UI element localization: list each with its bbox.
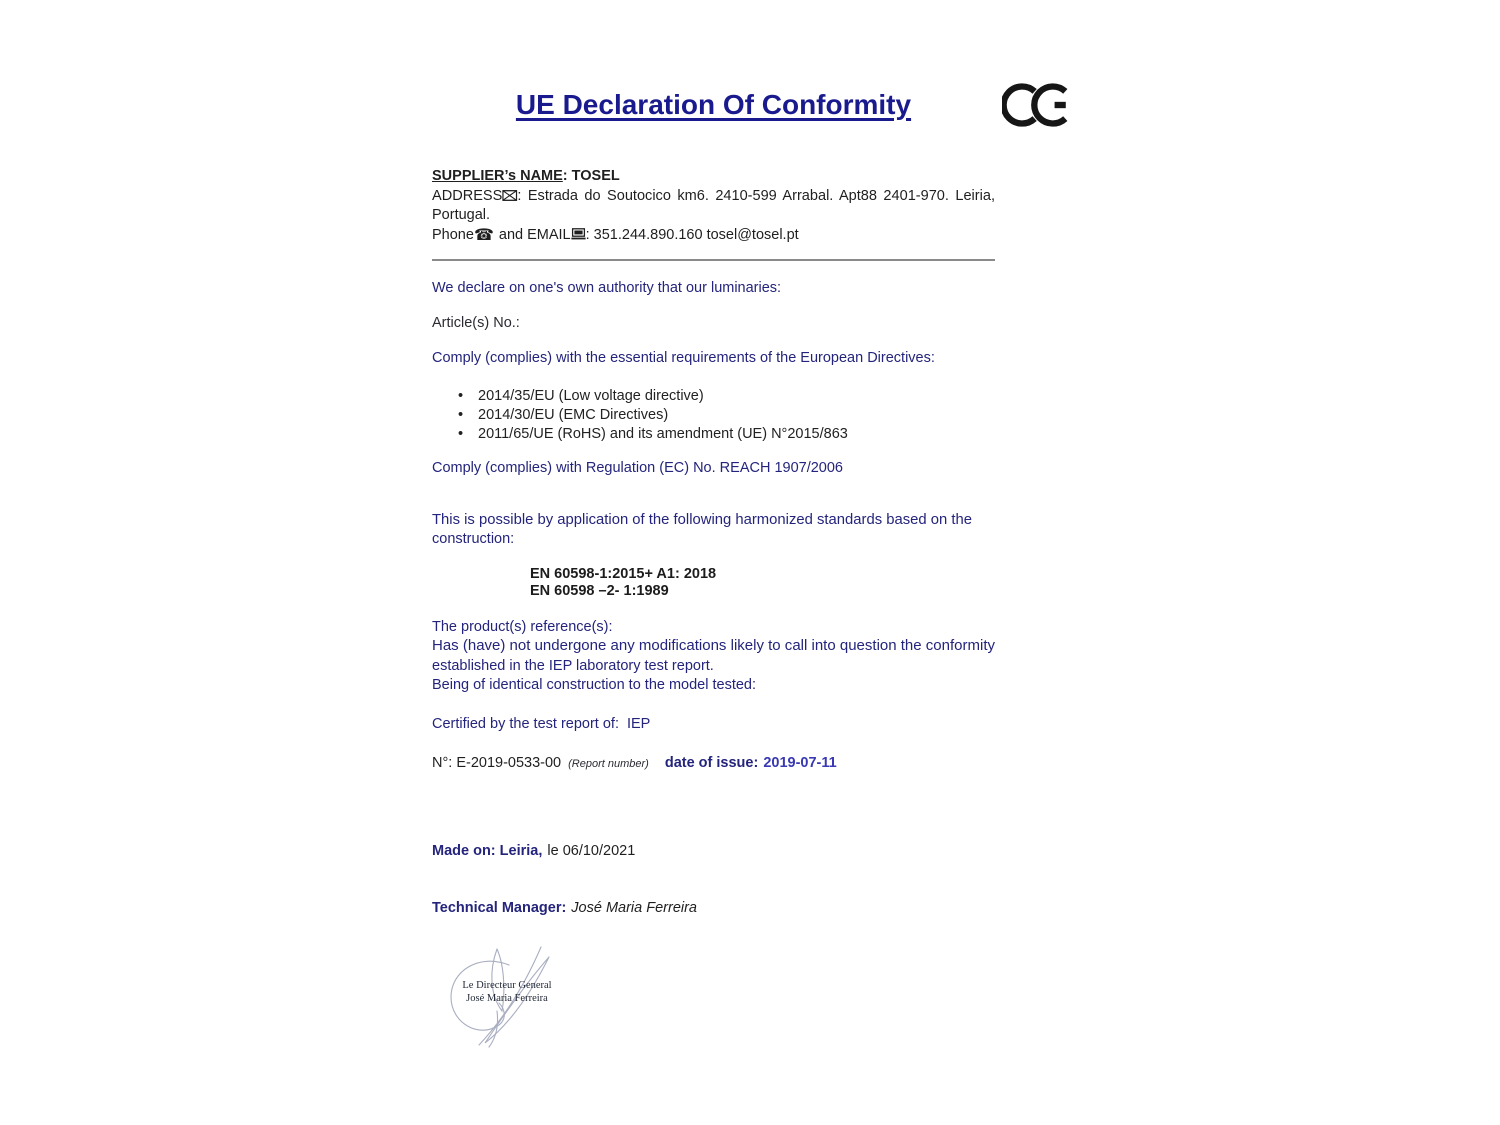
report-number: N°: E-2019-0533-00 (432, 755, 562, 772)
identical-construction: Being of identical construction to the model tested: (432, 677, 757, 694)
standards-list (432, 566, 995, 601)
issue-date: 2019-07-11 (763, 755, 837, 772)
comply-reach: Comply (complies) with Regulation (EC) No. REACH 1907/2006 (432, 460, 843, 477)
manager-name: José Maria Ferreira (571, 900, 697, 917)
supplier-name-line (432, 167, 995, 187)
phone-label: Phone (432, 226, 474, 243)
supplier-name-label: SUPPLIER’s NAME (432, 168, 563, 184)
supplier-contact-line (432, 226, 995, 246)
standard-item: EN 60598 –2- 1:1989 (530, 583, 669, 600)
modifications-line: Has (have) not undergone any modifications likely to call into question the conformity (432, 638, 995, 655)
phone-icon: ☎ (473, 226, 494, 244)
declaration-intro: We declare on one's own authority that our luminaries: (432, 280, 782, 296)
directive-item: • 2011/65/UE (RoHS) and its amendment (UE) N°2015/863 (432, 425, 995, 444)
standard-item: EN 60598-1:2015+ A1: 2018 (530, 565, 717, 582)
articles-no: Article(s) No.: (432, 314, 520, 331)
signature-name: José Maria Ferreira (466, 992, 548, 1004)
comply-directives: Comply (complies) with the essential requirements of the European Directives: (432, 350, 935, 366)
certified-line: Certified by the test report of: IEP (432, 715, 651, 732)
address-value: : Estrada do Soutocico km6. 2410-599 Arrabal. Apt88 2401-970. Leiria, (517, 187, 995, 204)
report-line (432, 754, 995, 775)
divider-rule (432, 259, 995, 261)
computer-icon (571, 228, 586, 240)
supplier-block (432, 167, 995, 245)
product-paragraph: The product(s) reference(s): Has (have) not undergone any modifications likely to call into question the conformity established in the IEP laboratory test report. Being of identical construction to the model tested: (432, 618, 995, 696)
envelope-icon (502, 190, 517, 201)
made-on-label: Made on: Leiria, (432, 842, 543, 859)
signature-title: Le Directeur General (462, 979, 552, 991)
document-body (432, 0, 995, 1051)
issue-label: date of issue: (664, 755, 759, 772)
directives-list (432, 387, 995, 445)
directive-item: • 2014/35/EU (Low voltage directive) (432, 387, 995, 406)
product-reference: The product(s) reference(s): (432, 618, 613, 635)
made-on-line (432, 842, 995, 862)
report-number-note: (Report number) (568, 758, 649, 771)
supplier-name-value: : TOSEL (562, 168, 620, 184)
harmonized-paragraph: This is possible by application of the following harmonized standards based on the construction: (432, 511, 972, 548)
manager-line (432, 899, 995, 919)
directive-item: • 2014/30/EU (EMC Directives) (432, 406, 995, 425)
supplier-address-line (432, 187, 995, 207)
certified-lab: IEP (626, 715, 651, 732)
signature-text (445, 979, 569, 1005)
address-label: ADDRESS (432, 187, 503, 204)
page-title: UE Declaration Of Conformity (515, 89, 912, 120)
manager-label: Technical Manager: (432, 900, 567, 917)
and-email-label: and EMAIL (498, 226, 571, 243)
signature-block (445, 945, 569, 1051)
made-on-date: le 06/10/2021 (547, 842, 636, 859)
ce-mark-icon (1002, 80, 1076, 130)
supplier-address-line2: Portugal. (432, 207, 491, 223)
contact-value: : 351.244.890.160 tosel@tosel.pt (585, 226, 799, 243)
